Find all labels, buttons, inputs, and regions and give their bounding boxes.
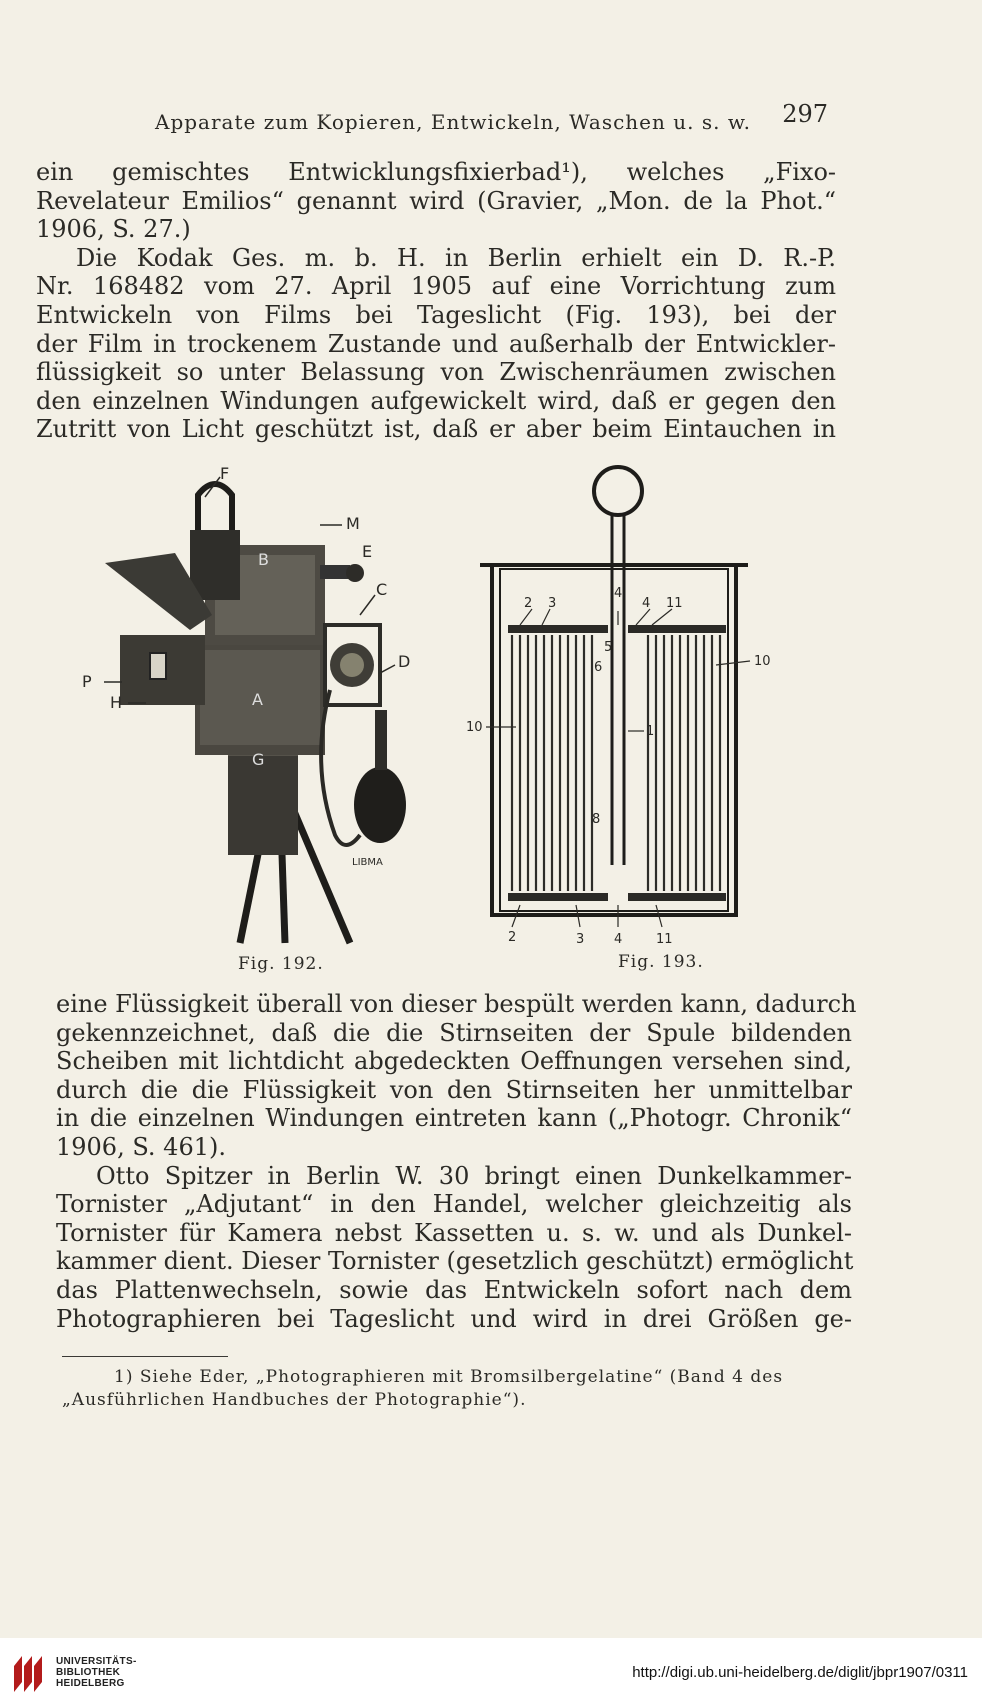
running-title: Apparate zum Kopieren, Entwickeln, Waschen u. s. w. [155, 110, 751, 134]
library-name-line: BIBLIOTHEK [56, 1667, 121, 1678]
camera-drawing [80, 465, 440, 945]
library-name [56, 1656, 137, 1689]
label-10-left: 10 [466, 720, 483, 735]
page-number: 297 [782, 100, 828, 128]
body-text-bottom [56, 990, 857, 1333]
label-P: P [82, 672, 92, 691]
text-line: gekennzeichnet, daß die die Stirnseiten der Spule bildenden [56, 1018, 852, 1047]
text-line: kammer dient. Dieser Tornister (gesetzlich geschützt) ermöglicht [56, 1247, 854, 1276]
footnote-divider [62, 1356, 228, 1357]
text-line: Nr. 168482 vom 27. April 1905 auf eine Vorrichtung zum [36, 272, 836, 301]
tank-drawing [466, 465, 800, 947]
label-3-bottom: 3 [576, 932, 585, 947]
label-1: 1 [646, 724, 655, 739]
library-name-line: UNIVERSITÄTS- [56, 1656, 137, 1667]
text-line: durch die die Flüssigkeit von den Stirnseiten her unmittelbar [56, 1075, 852, 1104]
text-line: 1906, S. 461). [56, 1132, 226, 1161]
library-footer-bar [0, 1638, 982, 1708]
text-line: Scheiben mit lichtdicht abgedeckten Oeffnungen versehen sind, [56, 1047, 852, 1076]
label-11-bottom: 11 [656, 932, 673, 947]
label-4-bottom: 4 [614, 932, 623, 947]
label-M: M [346, 514, 360, 533]
figure-193-caption: Fig. 193. [618, 952, 704, 972]
label-10-right: 10 [754, 654, 771, 669]
body-text-top [36, 158, 836, 444]
label-H: H [110, 693, 123, 712]
footnote-line: 1) Siehe Eder, „Photographieren mit Bromsilbergelatine“ (Band 4 des [114, 1367, 784, 1387]
university-library-logo-icon [10, 1652, 52, 1694]
text-line: Entwickeln von Films bei Tageslicht (Fig. 193), bei der [36, 300, 836, 329]
footnote [62, 1366, 858, 1412]
text-line: Revelateur Emilios“ genannt wird (Gravier, „Mon. de la Phot.“ [36, 186, 836, 215]
label-8: 8 [592, 812, 601, 827]
text-line: eine Flüssigkeit überall von dieser bespült werden kann, dadurch [56, 990, 857, 1018]
label-E: E [362, 542, 373, 561]
text-line: Tornister „Adjutant“ in den Handel, welcher gleichzeitig als [56, 1190, 852, 1219]
label-G: G [252, 750, 265, 769]
label-2-top: 2 [524, 596, 533, 611]
permalink-url[interactable]: http://digi.ub.uni-heidelberg.de/diglit/jbpr1907/0311 [632, 1664, 968, 1681]
text-line: der Film in trockenem Zustande und außerhalb der Entwickler- [36, 329, 836, 358]
label-4-top: 4 [614, 586, 623, 601]
text-line: Zutritt von Licht geschützt ist, daß er aber beim Eintauchen in [36, 415, 836, 444]
text-line: ein gemischtes Entwicklungsfixierbad¹), welches „Fixo- [36, 158, 836, 186]
label-LIBMA: LIBMA [352, 857, 383, 868]
figure-192-caption: Fig. 192. [238, 954, 324, 974]
text-line: 1906, S. 27.) [36, 215, 191, 244]
label-6: 6 [594, 660, 603, 675]
label-2-bottom: 2 [508, 930, 517, 945]
text-line: den einzelnen Windungen aufgewickelt wird, daß er gegen den [36, 386, 836, 415]
text-line: Photographieren bei Tageslicht und wird in drei Größen ge- [56, 1304, 852, 1333]
text-line: Otto Spitzer in Berlin W. 30 bringt einen Dunkelkammer- [96, 1161, 852, 1190]
label-B: B [258, 550, 269, 569]
text-line: flüssigkeit so unter Belassung von Zwischenräumen zwischen [36, 358, 836, 387]
label-F: F [220, 464, 230, 483]
text-line: das Plattenwechseln, sowie das Entwickeln sofort nach dem [56, 1275, 852, 1304]
text-line: Tornister für Kamera nebst Kassetten u. s. w. und als Dunkel- [56, 1218, 852, 1247]
label-4b-top: 4 [642, 596, 651, 611]
label-5: 5 [604, 640, 613, 655]
library-name-line: HEIDELBERG [56, 1678, 125, 1689]
label-A: A [252, 690, 263, 709]
label-11-top: 11 [666, 596, 683, 611]
page-header [60, 96, 840, 136]
text-line: Die Kodak Ges. m. b. H. in Berlin erhielt ein D. R.-P. [76, 243, 836, 272]
label-3-top: 3 [548, 596, 557, 611]
text-line: in die einzelnen Windungen eintreten kann („Photogr. Chronik“ [56, 1104, 852, 1133]
label-D: D [398, 652, 411, 671]
figure-192-camera-illustration [80, 465, 440, 945]
label-C: C [376, 580, 388, 599]
footnote-line: „Ausführlichen Handbuches der Photographie“). [62, 1390, 527, 1410]
figure-193-tank-illustration [466, 465, 800, 947]
